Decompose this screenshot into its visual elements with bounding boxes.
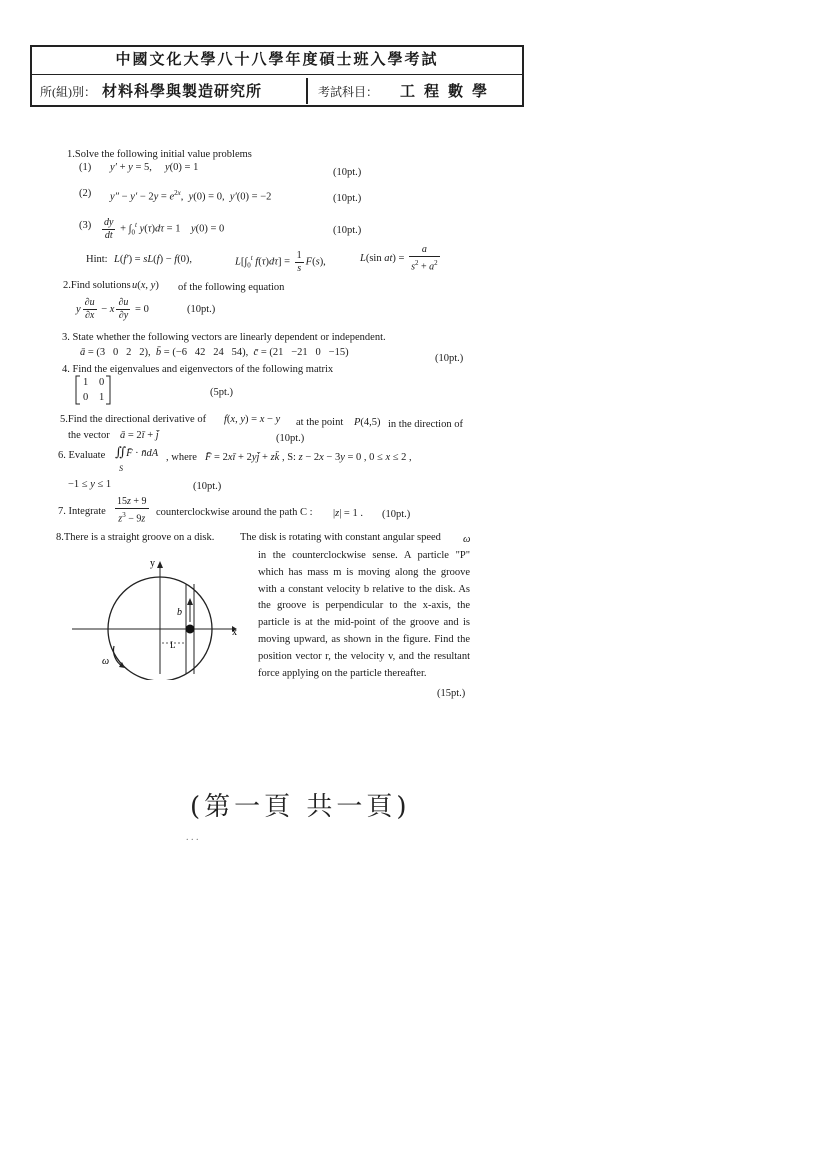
particle-p [186,625,195,634]
q4-matrix [75,375,111,405]
omega-label: ω [102,656,110,667]
matrix-a12: 0 [99,377,105,388]
header-divider [306,78,308,104]
page-footer: (第一頁 共一頁) [190,792,411,822]
dept-name: 材料科學與製造研究所 [102,84,263,100]
q5-text-c: in the direction of [388,419,463,430]
matrix-a22: 1 [99,392,105,403]
q1-p1-points: (10pt.) [333,167,362,178]
q8-first-line: The disk is rotating with constant angular speed [240,532,441,543]
q2-text-b: of the following equation [178,282,285,293]
q5-vector: ā = 2ī + j̄ [120,430,159,441]
q1-p3-points: (10pt.) [333,225,362,236]
q5-text-d: the vector [68,430,110,441]
subject-label: 考試科目： [318,85,379,99]
exam-title: 中國文化大學八十八學年度碩士班入學考試 [32,47,522,75]
q1-p3-equation: $\frac{dy}{dt}$ + $\int_0^t$ y(τ)dτ = 1 y(0) = 0 [104,216,225,241]
q3-points: (10pt.) [435,353,464,364]
b-label: b [177,607,182,618]
q2-equation: y $\frac{\partial u}{\partial x}$ − x $\frac{\partial u}{\partial y}$ = 0 [76,297,149,322]
q4-text: 4. Find the eigenvalues and eigenvectors of the following matrix [62,364,334,375]
q5-function: f(x, y) = x − y [224,414,281,425]
matrix-a11: 1 [83,377,89,388]
exam-info-row [32,75,522,106]
q1-p1-number: (1) [79,162,92,173]
matrix-a21: 0 [83,392,89,403]
q6-range: −1 ≤ y ≤ 1 [68,479,112,490]
q1-hint-label: Hint: [86,254,108,265]
q2-points: (10pt.) [187,304,216,315]
q2-function: u(x, y) [132,280,159,291]
q1-hint-formula-2: $L[\int_0^t$ f(τ)dτ] = $\frac{1}{s}$ F(s), [235,249,326,274]
footer-mark: . . . [186,832,199,843]
q5-point: P(4,5) [354,417,381,428]
q4-points: (5pt.) [210,387,234,398]
subject-name: 工程數學 [400,84,497,100]
q5-text-b: at the point [296,417,344,428]
dept-label: 所(組)別： [40,85,96,99]
q8-points: (15pt.) [437,688,466,699]
q7-text-a: 7. Integrate [58,506,106,517]
q1-p3-number: (3) [79,220,92,231]
q1-hint-formula-3: L(sin at) = $\frac{a}{s^2 + a^2}$ [360,244,438,273]
q7-text-b: counterclockwise around the path C : [156,507,313,518]
q1-hint-formula-1: L(f′) = sL(f) − f(0), [114,254,193,265]
q1-p2-equation: $y'' - y' - 2y = e^{2x}$, y(0) = 0, y′(0) = −2 [110,189,272,203]
q1-p2-points: (10pt.) [333,193,362,204]
q7-points: (10pt.) [382,509,411,520]
q1-p2-number: (2) [79,188,92,199]
q6-points: (10pt.) [193,481,222,492]
exam-header [30,45,524,107]
q6-integral: ∬F̄ · n̄dA [115,444,159,459]
q1-p1-equation: y′ + y = 5, y(0) = 1 [110,162,199,173]
x-axis-label: x [232,627,237,638]
q6-surface-sub: S [119,464,123,473]
q6-text-a: 6. Evaluate [58,450,106,461]
q7-integrand: $\frac{15z + 9}{z^3 - 9z}$ [117,496,147,525]
y-axis-label: y [150,558,155,569]
q8-body: in the counterclockwise sense. A particle "P" which has mass m is moving along the groove with a constant velocity b relative to the disk. As the groove is perpendicular to the x-axis, the particle is at the mid-point of the groove and is moving upward, as shown in the figure. Find the position vector r, the velocity v, and the resultant force applying on the particle thereafter. [258,550,470,679]
q8-omega-symbol: ω [463,534,471,545]
q8-disk-figure [62,550,252,680]
y-axis-arrow [157,561,163,568]
q7-path: |z| = 1 . [333,508,363,519]
q6-field: F̄ = 2xī + 2yj̄ + zk̄ , S: z − 2x − 3y = 0 , 0 ≤ x ≤ 2 , [205,452,412,463]
q6-text-b: , where [166,452,197,463]
q8-lead: 8.There is a straight groove on a disk. [56,532,215,543]
q5-points: (10pt.) [276,433,305,444]
matrix-brackets [75,375,111,405]
q2-text-a: 2.Find solutions [63,280,131,291]
velocity-arrow-head [187,598,193,605]
q5-text-a: 5.Find the directional derivative of [60,414,207,425]
l-label: L [170,640,176,650]
q3-vectors: ā = (3 0 2 2), b̄ = (−6 42 24 54), c̄ = (21 −21 0 −15) [80,347,349,358]
q3-text: 3. State whether the following vectors are linearly dependent or independent. [62,332,386,343]
q1-heading: 1.Solve the following initial value problems [67,149,252,160]
